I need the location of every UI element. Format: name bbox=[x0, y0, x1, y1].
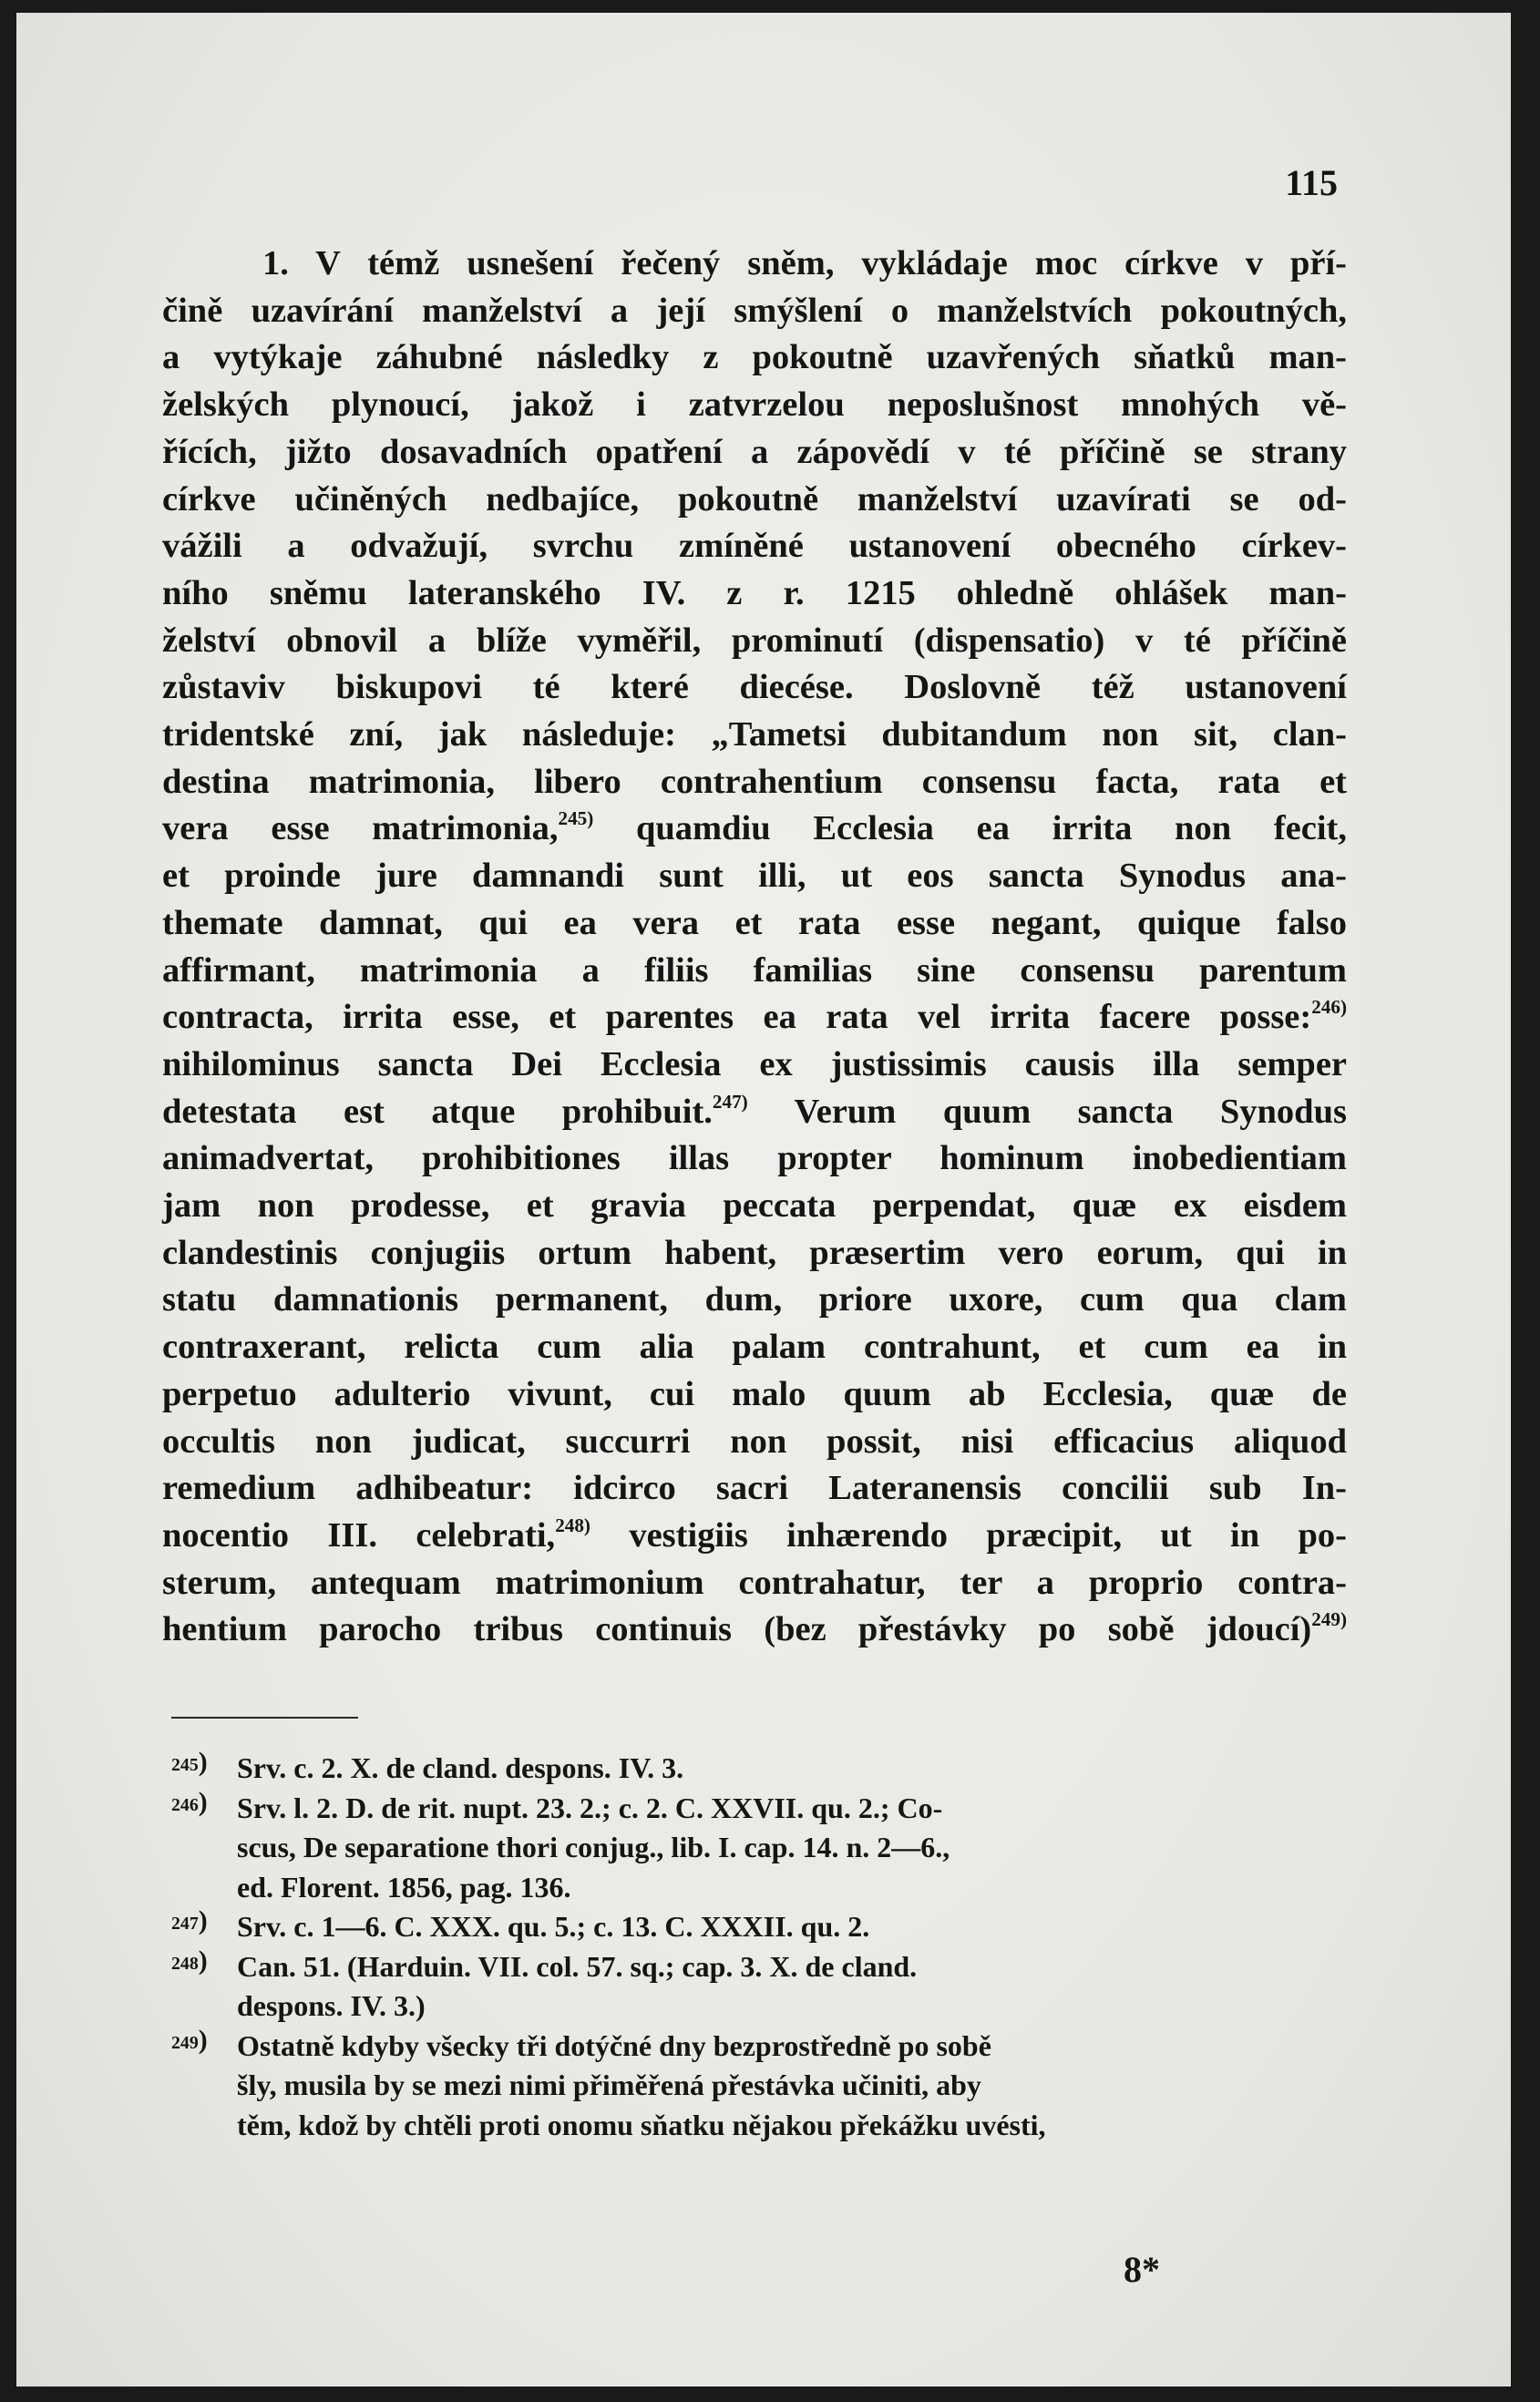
footnote bbox=[171, 1786, 1356, 1908]
text-line: tridentské zní, jak následuje: „Tametsi dubitandum non sit, clan- bbox=[162, 715, 1347, 754]
footnote-line: Can. 51. (Harduin. VII. col. 57. sq.; cap. 3. X. de cland. bbox=[237, 1949, 918, 1983]
text-line: a vytýkaje záhubné následky z pokoutně uzavřených sňatků man- bbox=[162, 338, 1347, 377]
footnote bbox=[171, 1947, 1356, 2027]
footnote-number: 247) bbox=[171, 1905, 208, 1935]
text-line: nihilominus sancta Dei Ecclesia ex justissimis causis illa semper bbox=[162, 1044, 1347, 1083]
text-line: želství obnovil a blíže vyměřil, prominutí (dispensatio) v té příčině bbox=[162, 621, 1347, 660]
footnote-number: 245) bbox=[171, 1747, 208, 1777]
text-line: 1. V témž usnešení řečený sněm, vykládaje moc církve v pří- bbox=[262, 244, 1347, 282]
text-line: et proinde jure damnandi sunt illi, ut eos sancta Synodus ana- bbox=[162, 857, 1347, 896]
text-line bbox=[162, 1089, 1347, 1136]
text-line: statu damnationis permanent, dum, priore uxore, cum qua clam bbox=[162, 1280, 1347, 1319]
footnote-ref-249: 249) bbox=[1311, 1608, 1347, 1631]
text-segment: Verum quum sancta Synodus bbox=[794, 1092, 1347, 1131]
footnote-line: Ostatně kdyby všecky tři dotýčné dny bezprostředně po sobě bbox=[237, 2028, 991, 2062]
text-line: vážili a odvažují, svrchu zmíněné ustanovení obecného církev- bbox=[162, 527, 1347, 566]
text-line: církve učiněných nedbajíce, pokoutně manželství uzavírati se od- bbox=[162, 479, 1347, 518]
page-number: 115 bbox=[1285, 162, 1338, 203]
footnote-line: despons. IV. 3.) bbox=[237, 1989, 426, 2022]
footnote-separator bbox=[171, 1717, 358, 1719]
text-line: čině uzavírání manželství a její smýšlení o manželstvích pokoutných, bbox=[162, 291, 1347, 330]
text-line: sterum, antequam matrimonium contrahatur, ter a proprio contra- bbox=[162, 1563, 1347, 1602]
text-segment: nocentio III. celebrati, bbox=[162, 1515, 556, 1555]
footnote bbox=[171, 1907, 1356, 1947]
footnote bbox=[171, 2024, 1356, 2146]
text-line: zůstaviv biskupovi té které diecése. Doslovně též ustanovení bbox=[162, 668, 1347, 707]
text-line: contraxerant, relicta cum alia palam contrahunt, et cum ea in bbox=[162, 1328, 1347, 1367]
text-line bbox=[162, 994, 1347, 1042]
text-line: animadvertat, prohibitiones illas propter hominum inobedientiam bbox=[162, 1139, 1347, 1178]
text-line bbox=[162, 1513, 1347, 1560]
text-line: remedium adhibeatur: idcirco sacri Lateranensis concilii sub In- bbox=[162, 1469, 1347, 1508]
text-line: destina matrimonia, libero contrahentium consensu facta, rata et bbox=[162, 762, 1347, 801]
text-line: želských plynoucí, jakož i zatvrzelou neposlušnost mnohých vě- bbox=[162, 385, 1347, 425]
footnote-ref-248: 248) bbox=[555, 1514, 590, 1537]
footnote-line: ed. Florent. 1856, pag. 136. bbox=[237, 1870, 571, 1904]
text-segment: vera esse matrimonia, bbox=[162, 809, 559, 848]
text-line: themate damnat, qui ea vera et rata esse negant, quique falso bbox=[162, 903, 1347, 942]
footnote-line: šly, musila by se mezi nimi přiměřená přestávka učiniti, aby bbox=[237, 2068, 981, 2101]
main-text bbox=[162, 241, 1347, 1654]
text-line: occultis non judicat, succurri non possit, nisi efficacius aliquod bbox=[162, 1422, 1347, 1461]
text-segment: contracta, irrita esse, et parentes ea rata vel irrita facere posse: bbox=[162, 998, 1312, 1037]
text-line: ního sněmu lateranského IV. z r. 1215 ohledně ohlášek man- bbox=[162, 573, 1347, 612]
footnote-number: 249) bbox=[171, 2024, 208, 2055]
footnote-line: Srv. c. 1—6. C. XXX. qu. 5.; c. 13. C. XXXII. qu. 2. bbox=[237, 1910, 870, 1943]
printer-signature: 8* bbox=[1124, 2249, 1160, 2290]
footnotes bbox=[171, 1749, 1356, 2145]
text-line bbox=[162, 806, 1347, 853]
text-line: affirmant, matrimonia a filiis familias sine consensu parentum bbox=[162, 950, 1347, 990]
text-segment: hentium parocho tribus continuis (bez přestávky po sobě jdoucí) bbox=[162, 1610, 1312, 1649]
footnote-ref-247: 247) bbox=[712, 1090, 748, 1113]
text-line: jam non prodesse, et gravia peccata perpendat, quæ ex eisdem bbox=[162, 1186, 1347, 1226]
footnote-number: 246) bbox=[171, 1786, 208, 1817]
footnote-line: těm, kdož by chtěli proti onomu sňatku nějakou překážku uvésti, bbox=[237, 2108, 1046, 2141]
text-line: řících, jižto dosavadních opatření a zápovědí v té příčině se strany bbox=[162, 432, 1347, 471]
footnote-number: 248) bbox=[171, 1945, 208, 1976]
footnote-ref-245: 245) bbox=[558, 807, 594, 830]
text-line: perpetuo adulterio vivunt, cui malo quum ab Ecclesia, quæ de bbox=[162, 1374, 1347, 1413]
footnote bbox=[171, 1749, 1356, 1789]
book-page bbox=[16, 13, 1511, 2387]
footnote-line: Srv. l. 2. D. de rit. nupt. 23. 2.; c. 2. C. XXVII. qu. 2.; Co- bbox=[237, 1791, 943, 1824]
footnote-line: Srv. c. 2. X. de cland. despons. IV. 3. bbox=[237, 1751, 684, 1784]
text-line bbox=[162, 1606, 1347, 1654]
text-segment: quamdiu Ecclesia ea irrita non fecit, bbox=[635, 809, 1347, 848]
text-segment: detestata est atque prohibuit. bbox=[162, 1092, 713, 1131]
text-line: clandestinis conjugiis ortum habent, præsertim vero eorum, qui in bbox=[162, 1233, 1347, 1272]
text-segment: vestigiis inhærendo præcipit, ut in po- bbox=[629, 1515, 1347, 1555]
footnote-ref-246: 246) bbox=[1311, 996, 1347, 1019]
footnote-line: scus, De separatione thori conjug., lib. I. cap. 14. n. 2—6., bbox=[237, 1831, 950, 1863]
